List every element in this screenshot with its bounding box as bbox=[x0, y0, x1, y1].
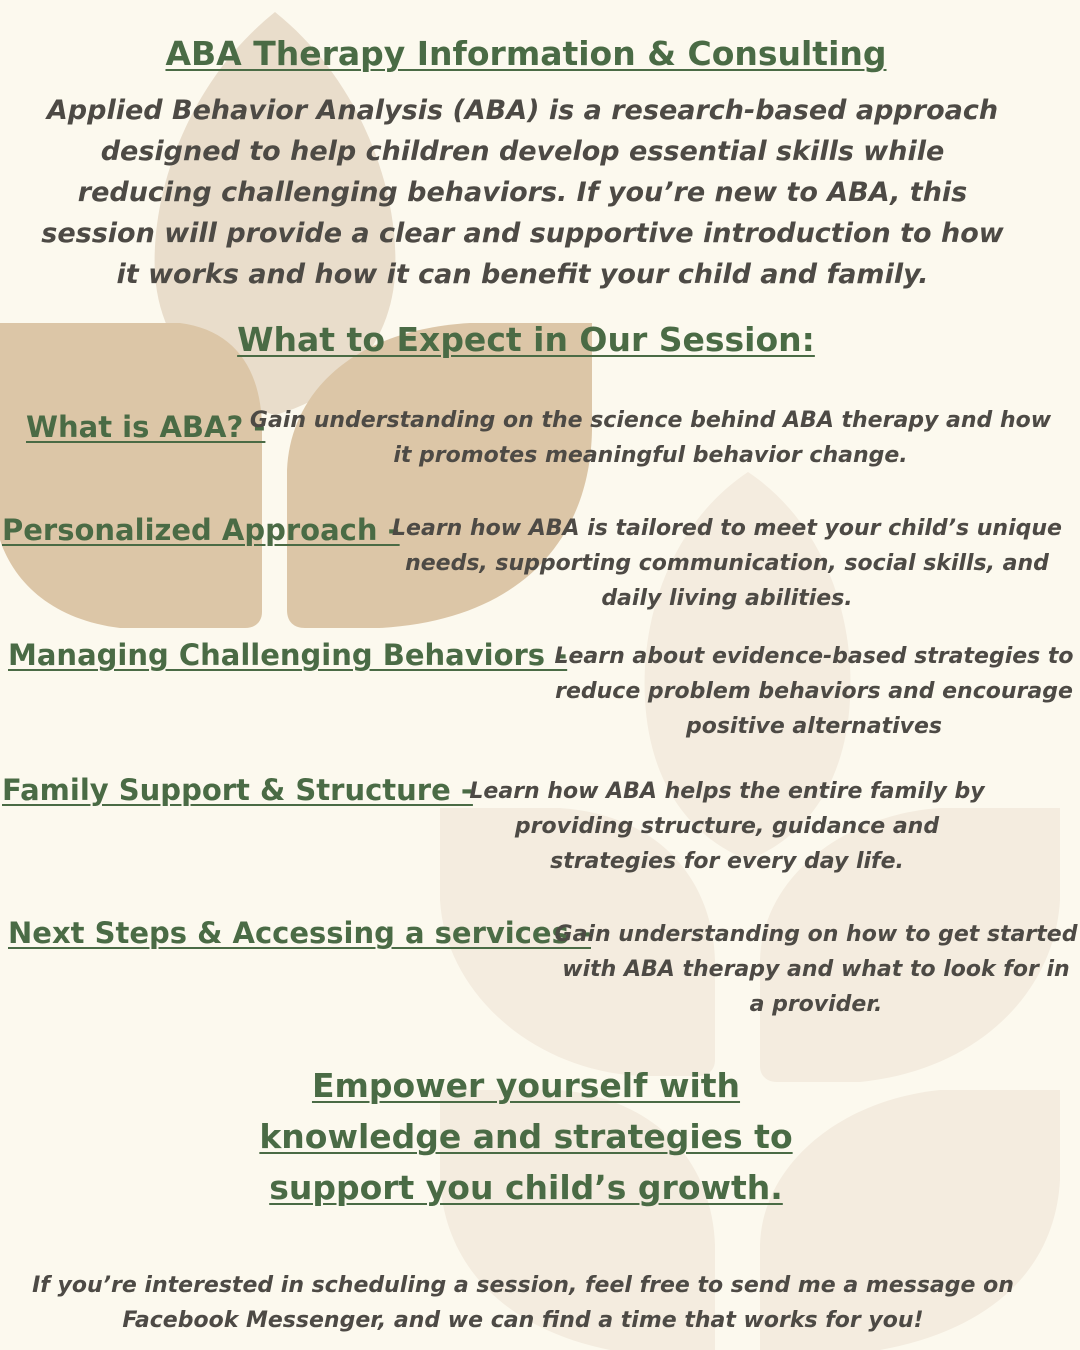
item-description-personalized-approach: Learn how ABA is tailored to meet your child’s unique needs, supporting communication, social skills, and daily living abilities. bbox=[392, 516, 1062, 611]
item-title-next-steps: Next Steps & Accessing a services - bbox=[8, 916, 591, 950]
item-title-family-support: Family Support & Structure - bbox=[2, 773, 473, 807]
section-heading-what-to-expect: What to Expect in Our Session: bbox=[237, 320, 815, 359]
item-description-what-is-aba: Gain understanding on the science behind ABA therapy and how it promotes meaningful behavior change. bbox=[249, 408, 1052, 468]
closing-line-3: support you child’s growth. bbox=[269, 1168, 783, 1207]
page-title: ABA Therapy Information & Consulting bbox=[165, 34, 887, 73]
contact-note-line-2: Facebook Messenger, and we can find a time that works for you! bbox=[122, 1308, 924, 1333]
item-description-next-steps: Gain understanding on how to get started with ABA therapy and what to look for in a provider. bbox=[554, 922, 1078, 1017]
contact-note-line-1: If you’re interested in scheduling a session, feel free to send me a message on bbox=[32, 1273, 1014, 1298]
closing-line-1: Empower yourself with bbox=[311, 1066, 741, 1105]
item-title-managing-challenging-behaviors: Managing Challenging Behaviors - bbox=[8, 638, 568, 672]
item-title-personalized-approach: Personalized Approach - bbox=[2, 513, 400, 547]
closing-line-2: knowledge and strategies to bbox=[259, 1117, 793, 1156]
item-description-family-support: Learn how ABA helps the entire family by providing structure, guidance and strategies for every day life. bbox=[469, 779, 985, 874]
closing-statement bbox=[0, 1060, 1052, 1213]
item-title-what-is-aba: What is ABA? - bbox=[26, 410, 266, 444]
contact-note bbox=[0, 1268, 1046, 1338]
item-description-managing-challenging-behaviors: Learn about evidence-based strategies to reduce problem behaviors and encourage positive alternatives bbox=[554, 644, 1074, 739]
intro-paragraph: Applied Behavior Analysis (ABA) is a research-based approach designed to help children develop essential skills while reducing challenging behaviors. If you’re new to ABA, this session will provide a clear and supportive introduction to how it works and how it can benefit your child and family. bbox=[41, 95, 1004, 290]
